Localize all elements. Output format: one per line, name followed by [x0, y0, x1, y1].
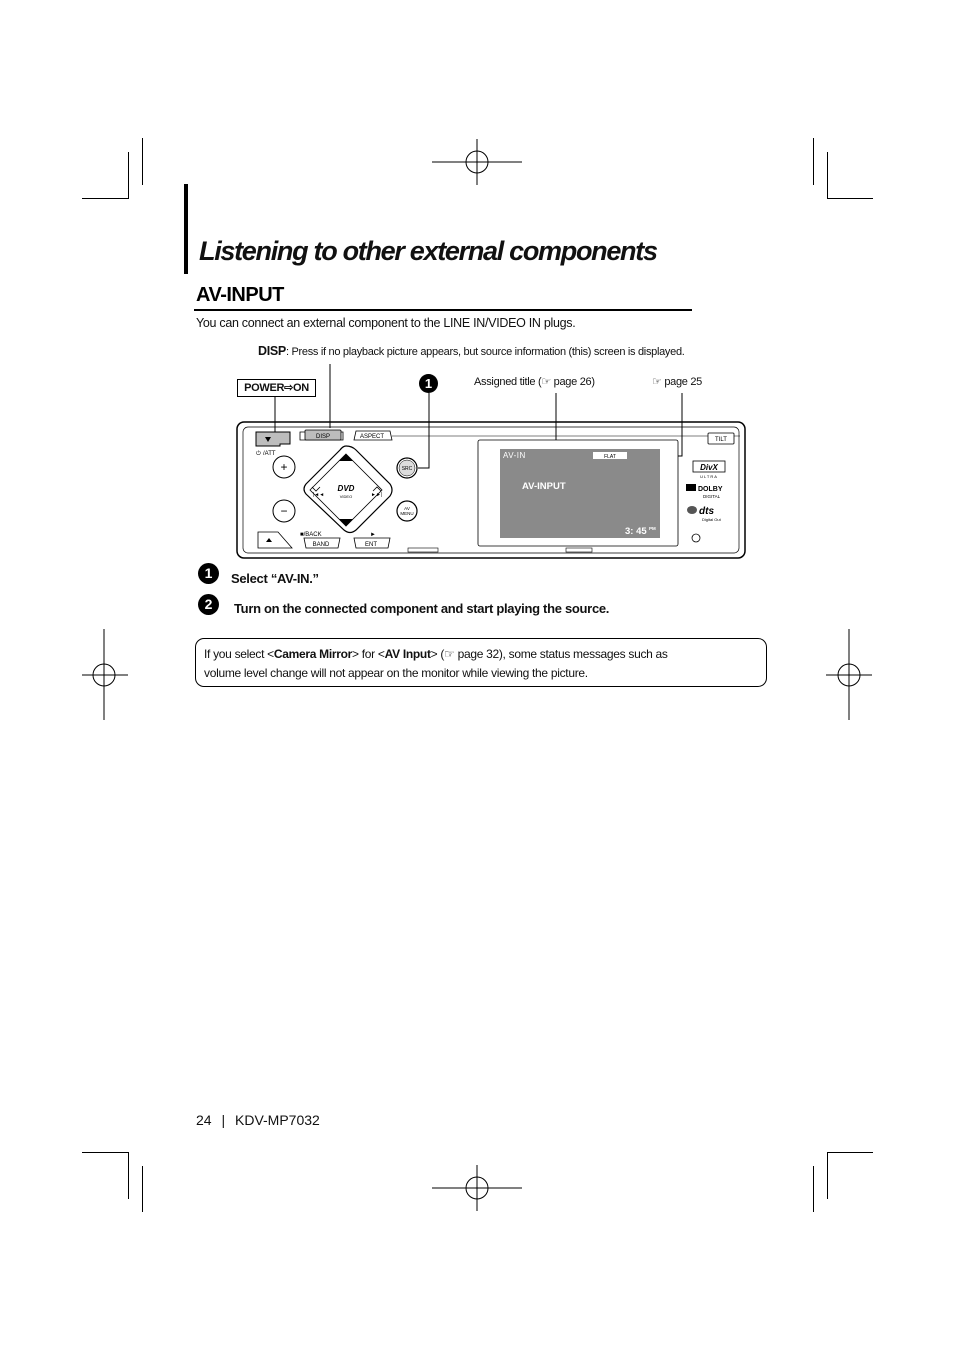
divx-logo: DivX	[700, 463, 718, 472]
step-1-number: 1	[198, 563, 219, 584]
note-box	[195, 638, 767, 687]
footer-separator: |	[221, 1112, 226, 1128]
section-title: AV-INPUT	[196, 284, 284, 306]
screen	[500, 449, 660, 538]
callout-number: 1	[419, 374, 438, 393]
dolby-logo-icon	[686, 484, 696, 491]
dvd-logo: DVD	[337, 484, 355, 493]
screen-eq: FLAT	[604, 454, 616, 460]
power-on-label: POWER⇨ON	[237, 379, 316, 397]
footer	[196, 1112, 320, 1128]
reset-button	[692, 534, 700, 542]
play-label: ►	[370, 532, 376, 538]
head-unit-illustration	[0, 0, 954, 600]
back-label: ■/BACK	[300, 532, 322, 538]
svg-text:⏻: ⏻	[256, 451, 261, 457]
screen-name: AV-INPUT	[522, 481, 566, 492]
volume-up-label: +	[280, 460, 288, 474]
note-text-2: > for <	[352, 647, 385, 661]
note-line-1	[204, 645, 758, 664]
screen-clock: 3: 45	[625, 526, 647, 537]
dolby-sub: DIGITAL	[703, 494, 721, 499]
step-1-text: Select “AV-IN.”	[231, 571, 319, 586]
disp-note-text: : Press if no playback picture appears, but source information (this) screen is displayed.	[285, 346, 685, 358]
dvd-sub: VIDEO	[339, 494, 353, 499]
dts-logo-icon	[687, 506, 697, 514]
dts-sub: Digital Out	[702, 517, 721, 522]
svg-text:|◄◄: |◄◄	[313, 492, 325, 498]
aspect-button-label: ASPECT	[359, 434, 385, 440]
screen-source: AV-IN	[503, 451, 526, 460]
tilt-button-label: TILT	[715, 437, 727, 443]
model-name: KDV-MP7032	[235, 1112, 320, 1128]
ent-button-label: ENT	[365, 542, 377, 548]
note-line-2: volume level change will not appear on the monitor while viewing the picture.	[204, 666, 588, 680]
page-ref-callout: ☞ page 25	[652, 376, 702, 388]
note-text-3: > (☞ page 32), some status messages such as	[430, 647, 668, 661]
svg-text:►►|: ►►|	[371, 492, 383, 498]
page-title: Listening to other external components	[199, 236, 657, 266]
dts-logo: dts	[699, 506, 714, 517]
band-button-label: BAND	[312, 542, 330, 548]
page-number: 24	[196, 1112, 212, 1128]
step-2-text: Turn on the connected component and start playing the source.	[234, 601, 610, 616]
disp-button-label: DISP	[315, 434, 331, 440]
note-bold-camera-mirror: Camera Mirror	[273, 647, 353, 661]
av-menu-label-2: MENU	[400, 511, 414, 516]
dolby-logo: DOLBY	[698, 486, 723, 493]
divx-sub: ULTRA	[700, 474, 718, 479]
av-menu-label-1: AV	[404, 506, 410, 511]
src-button-label: SRC	[401, 466, 413, 472]
att-label: /ATT	[263, 451, 276, 457]
step-2-number: 2	[198, 594, 219, 615]
volume-down-label: −	[280, 504, 288, 518]
assigned-title-callout: Assigned title (☞ page 26)	[474, 376, 595, 388]
intro-text: You can connect an external component to the LINE IN/VIDEO IN plugs.	[196, 316, 576, 330]
note-text-1: If you select <	[204, 647, 274, 661]
disp-note-label: DISP	[258, 344, 286, 358]
screen-clock-suffix: PM	[649, 526, 656, 531]
note-bold-av-input: AV Input	[384, 647, 431, 661]
eject-button	[256, 432, 290, 446]
